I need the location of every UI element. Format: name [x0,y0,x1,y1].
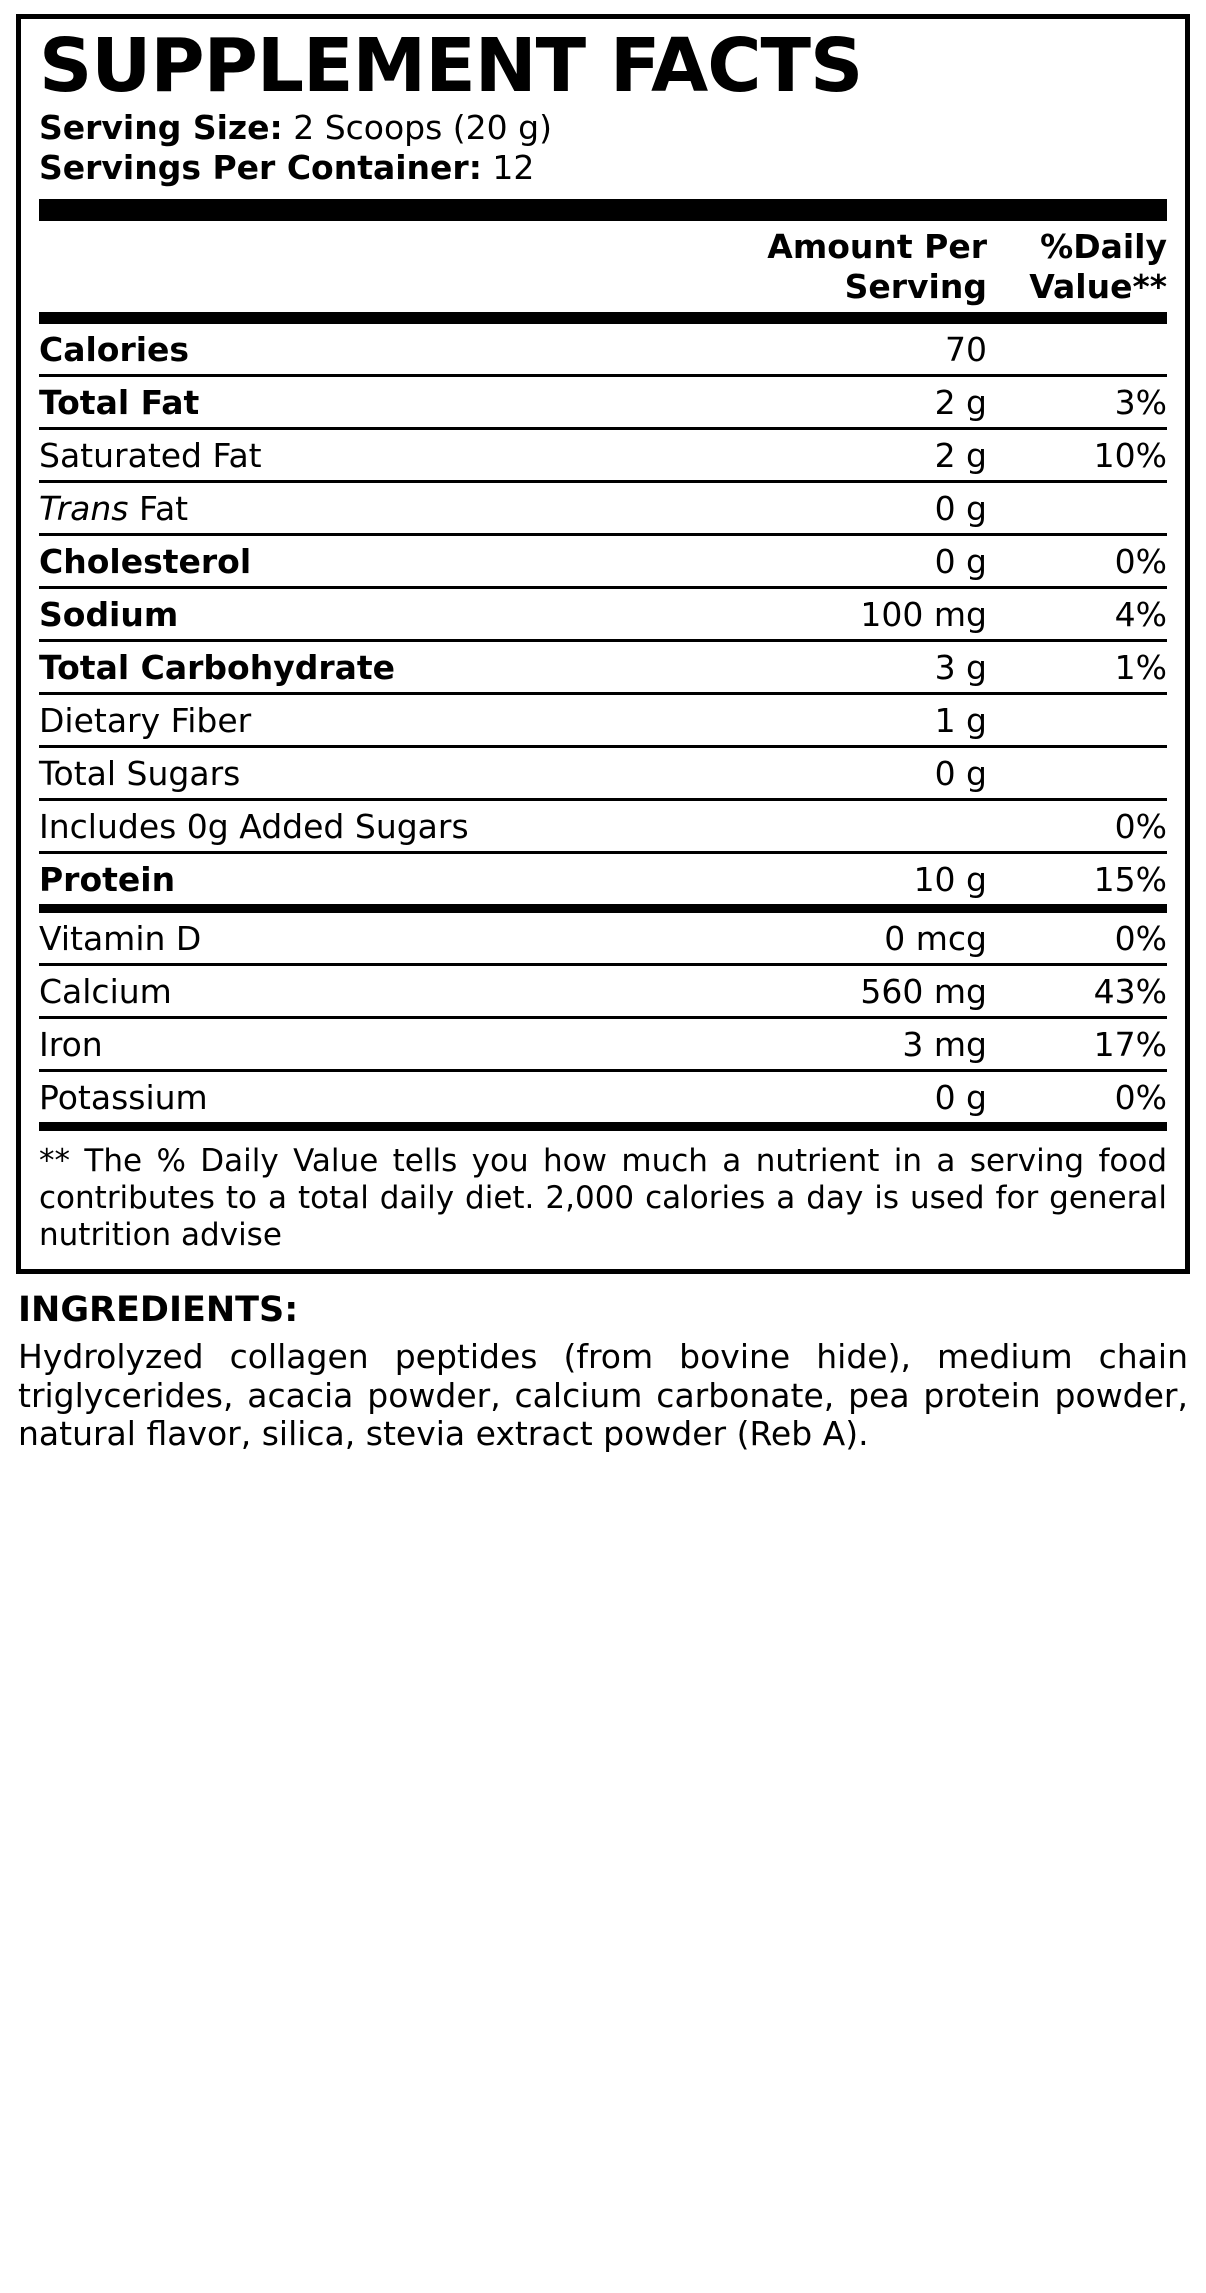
ingredients-heading: INGREDIENTS: [18,1289,299,1330]
table-row [39,324,1167,376]
daily-value-footnote: ** The % Daily Value tells you how much a nutrient in a serving food contributes to a total daily diet. 2,000 calories a day is used for general nutrition advise [39,1143,1167,1254]
row-label-protein: Protein [39,853,772,909]
row-dv-cholesterol: 0% [987,535,1167,588]
row-label-dietary-fiber: Dietary Fiber [39,694,772,747]
row-dv-total-fat: 3% [987,376,1167,429]
row-amount-potassium: 0 g [934,1078,987,1118]
row-amount-added-sugars [772,800,987,853]
divider-thick-top [39,199,1167,221]
row-amount-calories: 70 [772,324,987,376]
header-dv-line1: %Daily [1040,226,1167,266]
serving-size-value: 2 Scoops (20 g) [282,108,552,148]
row-label-potassium: Potassium [39,1078,208,1118]
row-amount-trans-fat: 0 g [772,482,987,535]
table-header-row [39,221,1167,314]
table-row [39,800,1167,853]
row-label-trans-fat [39,482,772,535]
table-row [39,641,1167,694]
row-amount-calcium: 560 mg [772,965,987,1018]
row-amount-sodium: 100 mg [772,588,987,641]
servings-per-container-label: Servings Per Container: [39,148,482,188]
row-dv-iron: 17% [987,1018,1167,1071]
row-amount-total-carbohydrate: 3 g [772,641,987,694]
header-amount-line2: Serving [844,266,987,306]
row-amount-cholesterol: 0 g [772,535,987,588]
divider-under-header [39,315,1167,324]
row-label-iron: Iron [39,1018,772,1071]
row-label-total-sugars: Total Sugars [39,747,772,800]
serving-size-label: Serving Size: [39,108,283,148]
header-spacer [39,221,767,314]
row-label-calcium: Calcium [39,965,772,1018]
table-row [39,1018,1167,1071]
row-dv-total-carbohydrate: 1% [987,641,1167,694]
row-dv-protein: 15% [987,853,1167,909]
nutrition-table [39,221,1167,316]
table-row [39,588,1167,641]
nutrition-rows [39,324,1167,1122]
row-dv-calories [987,324,1167,376]
row-amount-protein: 10 g [772,853,987,909]
row-label-saturated-fat: Saturated Fat [39,429,772,482]
row-dv-sodium: 4% [987,588,1167,641]
row-label-cholesterol: Cholesterol [39,535,772,588]
header-amount-per-serving [767,221,987,314]
serving-size-line [39,108,1167,148]
table-row [39,853,1167,909]
row-dv-calcium: 43% [987,965,1167,1018]
row-label-total-fat: Total Fat [39,376,772,429]
row-label-vitamin-d: Vitamin D [39,909,772,965]
row-dv-trans-fat [987,482,1167,535]
trans-italic: Trans [39,489,129,529]
facts-box [16,14,1190,1274]
row-amount-total-sugars: 0 g [772,747,987,800]
header-amount-line1: Amount Per [767,226,987,266]
row-amount-iron: 3 mg [772,1018,987,1071]
row-label-calories: Calories [39,324,772,376]
table-row [39,376,1167,429]
servings-per-container-value: 12 [481,148,535,188]
row-amount-total-fat: 2 g [772,376,987,429]
table-row [39,535,1167,588]
row-label-added-sugars: Includes 0g Added Sugars [39,800,772,853]
row-dv-added-sugars: 0% [987,800,1167,853]
ingredients-text: Hydrolyzed collagen peptides (from bovine hide), medium chain triglycerides, acacia powder, calcium carbonate, pea protein powder, natural flavor, silica, stevia extract powder (Reb A). [18,1336,1188,1454]
row-label-total-carbohydrate: Total Carbohydrate [39,641,772,694]
row-amount-vitamin-d: 0 mcg [772,909,987,965]
row-dv-vitamin-d: 0% [987,909,1167,965]
row-dv-dietary-fiber [987,694,1167,747]
row-dv-potassium: 0% [1114,1078,1167,1118]
table-row [39,1071,1167,1123]
trans-fat-word: Fat [139,489,189,529]
servings-per-container-line [39,148,1167,188]
table-row [39,909,1167,965]
page-title: SUPPLEMENT FACTS [39,23,863,109]
row-amount-saturated-fat: 2 g [772,429,987,482]
row-amount-dietary-fiber: 1 g [772,694,987,747]
table-row [39,429,1167,482]
row-dv-saturated-fat: 10% [987,429,1167,482]
divider-above-footnote [39,1122,1167,1131]
row-label-sodium: Sodium [39,588,772,641]
row-dv-total-sugars [987,747,1167,800]
table-row [39,747,1167,800]
table-row [39,694,1167,747]
header-daily-value [987,221,1167,314]
header-dv-line2: Value** [1029,266,1167,306]
table-row [39,482,1167,535]
table-row [39,965,1167,1018]
